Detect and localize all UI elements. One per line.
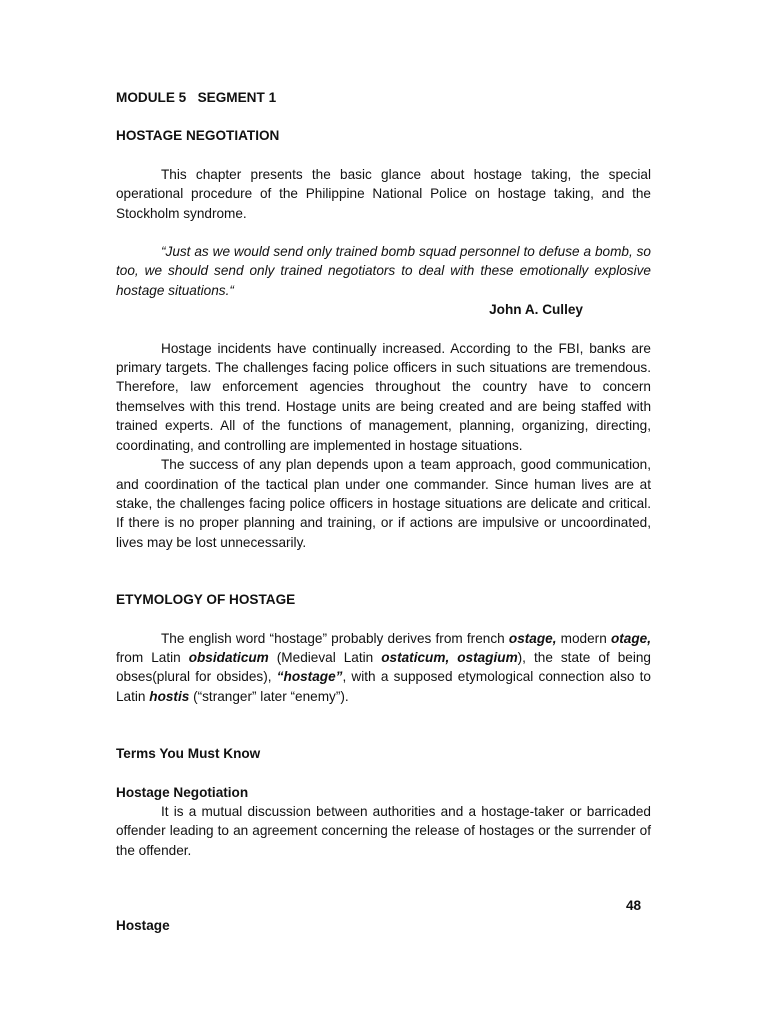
module-title: MODULE 5 SEGMENT 1 [116, 90, 277, 105]
etymology-text: , with a supposed etymological connection also to Latin [116, 669, 651, 704]
etymology-term: ostage, [508, 630, 557, 646]
body-paragraph-2: The success of any plan depends upon a team approach, good communication, and coordination of the tactical plan under one commander. Since human lives are at stake, the challenges facing police officers in hostage situations are delicate and critical. If there is no proper planning and training, or if actions are impulsive or uncoordinated, lives may be lost unnecessarily. [116, 457, 651, 550]
term-hostage-negotiation-definition: It is a mutual discussion between authorities and a hostage-taker or barricaded offender leading to an agreement concerning the release of hostages or the surrender of the offender. [116, 803, 651, 858]
etymology-term: otage, [610, 630, 651, 646]
page-number: 48 [626, 898, 642, 913]
body-paragraph-1: Hostage incidents have continually increased. According to the FBI, banks are primary targets. The challenges facing police officers in such situations are tremendous. Therefore, law enforcement agencies throughout the country have to concern themselves with this trend. Hostage units are being created and are being staffed with trained experts. All of the functions of management, planning, organizing, directing, coordinating, and controlling are implemented in hostage situations. [116, 340, 651, 453]
etymology-heading: ETYMOLOGY OF HOSTAGE [116, 592, 296, 608]
intro-paragraph: This chapter presents the basic glance about hostage taking, the special operational procedure of the Philippine National Police on hostage taking, and the Stockholm syndrome. [116, 166, 651, 221]
etymology-text: The english word “hostage” probably derives from french [161, 630, 509, 646]
etymology-term: obsidaticum [188, 649, 269, 665]
etymology-text: (“stranger” later “enemy”). [189, 688, 349, 704]
etymology-term: hostis [149, 688, 190, 704]
etymology-text: (Medieval Latin [268, 649, 382, 665]
terms-heading: Terms You Must Know [116, 746, 261, 762]
etymology-term: ostaticum, ostagium [381, 649, 518, 665]
term-hostage-negotiation-title: Hostage Negotiation [116, 784, 249, 800]
etymology-text: modern [556, 630, 611, 646]
etymology-term: “hostage” [276, 669, 343, 685]
etymology-text: ), the state of being obses(plural for obsides), [116, 649, 651, 685]
chapter-title: HOSTAGE NEGOTIATION [116, 128, 280, 144]
etymology-paragraph [116, 629, 651, 707]
quote-text: “Just as we would send only trained bomb squad personnel to defuse a bomb, so too, we should send only trained negotiators to deal with these emotionally explosive hostage situations.“ [116, 244, 651, 298]
document-page [116, 88, 651, 860]
term-hostage-title: Hostage [116, 918, 170, 933]
quote-author: John A. Culley [489, 302, 583, 318]
etymology-text: from Latin [116, 649, 189, 665]
